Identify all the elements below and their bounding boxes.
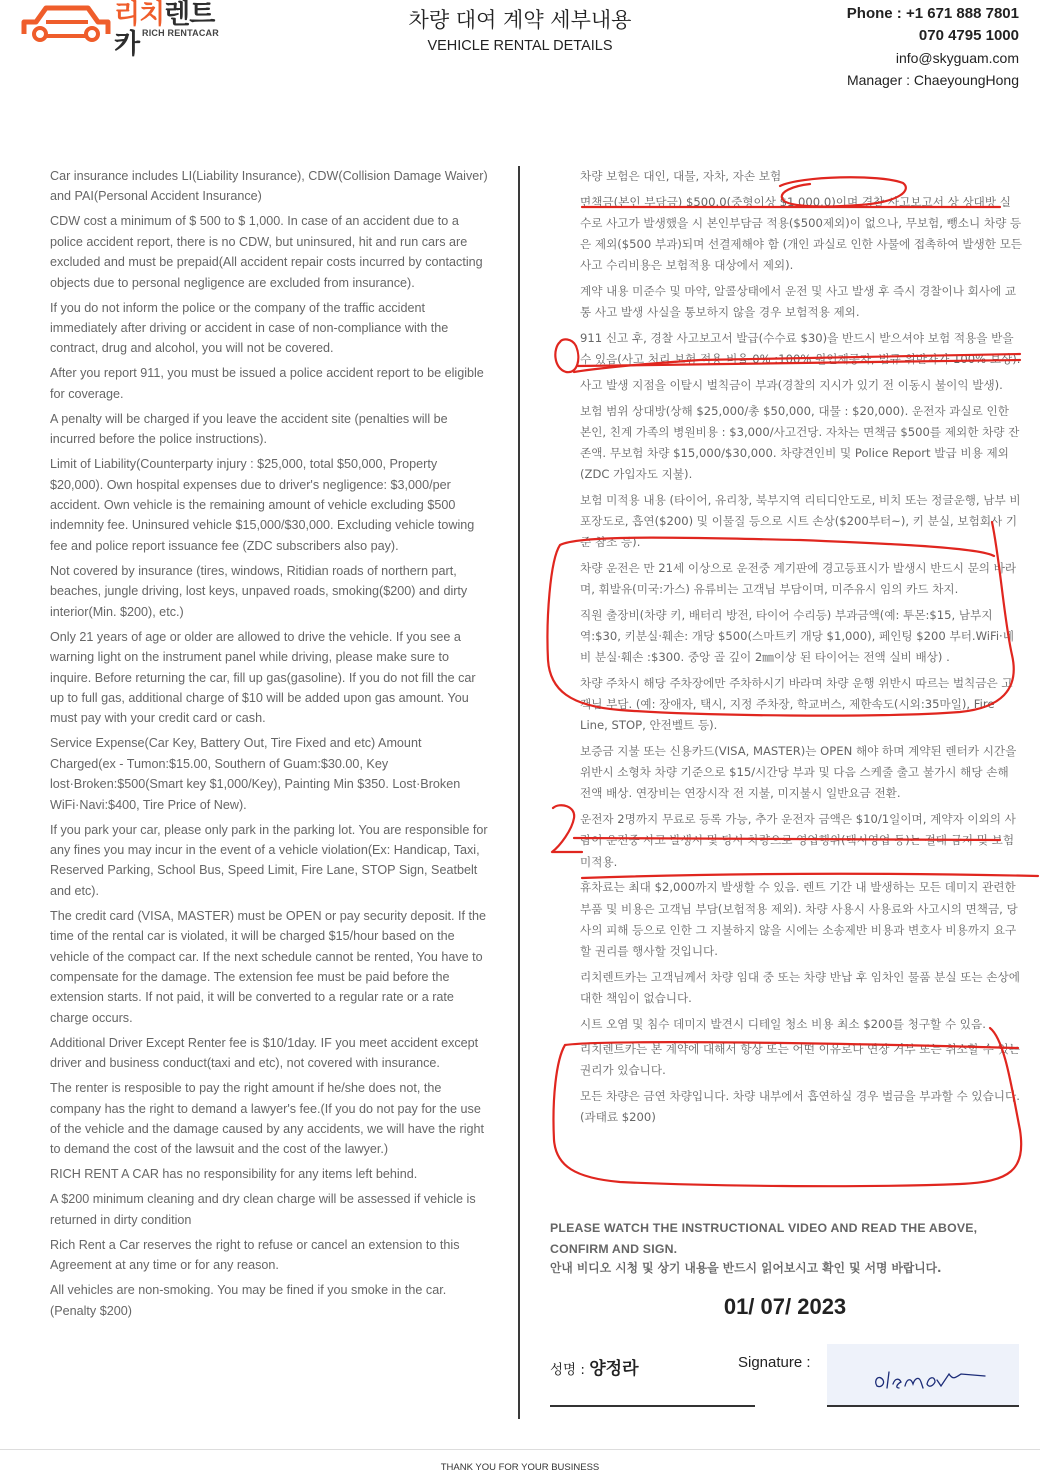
- terms-paragraph-ko: 직원 출장비(차량 키, 배터리 방전, 타이어 수리등) 부과금액(예: 투몬:$15, 남부지역:$30, 키분실·훼손: 개당 $500(스마트키 개당 $1,000), 페인팅 $200 부터.WiFi·네비 분실·훼손 :$300. 중앙 골 깊이 2㎜이상 된 타이어는 전액 실비 배상) .: [580, 607, 1014, 665]
- terms-paragraph-en: The renter is resposible to pay the right amount if he/she does not, the company has the right to demand a lawyer's fee.(If you do not pay for the use of the vehicle and the damage caused by any accidents, we will have the right to demand the cost of the lawsuit and the cost of the lawyer.): [50, 1081, 485, 1157]
- contract-date: 01/ 07/ 2023: [723, 1294, 847, 1319]
- terms-korean: [580, 166, 1022, 1133]
- terms-paragraph-ko: 리치렌트카는 고객님께서 차량 임대 중 또는 차량 반납 후 임차인 물품 분실 또는 손상에 대한 책임이 없습니다.: [580, 969, 1020, 1005]
- terms-paragraph-en: Not covered by insurance (tires, windows, Ritidian roads of northern part, beaches, jungle driving, lost keys, unpaved roads, smoking($200) and dirty interior(Min. $200), etc.): [50, 563, 468, 619]
- terms-paragraph-ko: 911 신고 후, 경찰 사고보고서 발급(수수료 $30)을 반드시 받으셔야 보험 적용을 받을 수 있음(사고 처리 보험 적용 비율 0% :100% 원인제공자, 법규 위반자가 100% 보상).: [580, 330, 1021, 367]
- manager-name: Manager : ChaeyoungHong: [846, 72, 1019, 88]
- terms-paragraph-en: Rich Rent a Car reserves the right to refuse or cancel an extension to this Agreement at any time or for any reason.: [50, 1237, 460, 1273]
- terms-paragraph-en: Service Expense(Car Key, Battery Out, Tire Fixed and etc) Amount Charged(ex - Tumon:$15.00, Southern of Guam:$30.00, Key lost·Broken:$500(Smart key $1,000/Key), Painting Min $350. Lost·Broken WiFi·Navi:$400, Tire Price of New).: [50, 736, 461, 812]
- page-title-ko: 차량 대여 계약 세부내용: [408, 8, 632, 32]
- terms-paragraph-ko: 운전자 2명까지 무료로 등록 가능, 추가 운전자 금액은 $10/1일이며, 계약자 이외의 사람이 운전중 사고 발생시 및 당사 차량으로 영업행위(택시영업 등)는 절대 금지 및 보험 미적용.: [580, 812, 1016, 869]
- signature-image: [827, 1344, 1019, 1407]
- footer-text: THANK YOU FOR YOUR BUSINESS: [440, 1462, 600, 1473]
- signature-label: Signature :: [738, 1354, 811, 1371]
- logo-text-en: RICH RENTACAR: [142, 28, 219, 38]
- signature-field[interactable]: [827, 1344, 1019, 1407]
- terms-paragraph-ko: 차량 운전은 만 21세 이상으로 운전중 계기판에 경고등표시가 발생시 반드시 문의 바라며, 휘발유(미국:가스) 유류비는 고객님 부담이며, 미주유시 임의 카드 차지.: [580, 560, 1017, 597]
- logo-text-a: 리치: [114, 0, 165, 30]
- notice-korean: 안내 비디오 시청 및 상기 내용을 반드시 읽어보시고 확인 및 서명 바랍니다.: [550, 1261, 942, 1275]
- terms-paragraph-en: A penalty will be charged if you leave the accident site (penalties will be incurred before the police instructions).: [50, 411, 448, 447]
- terms-paragraph-ko: 휴차료는 최대 $2,000까지 발생할 수 있음. 렌트 기간 내 발생하는 모든 데미지 관련한 부품 및 비용은 고객님 부담(보험적용 제외). 차량 사용시 사용료와 사고시의 면책금, 당사의 피해 등으로 인한 그 지불하지 않을 시에는 소송제반 비용과 변호사 비용까지 요구할 권리를 행사할 것입니다.: [580, 880, 1018, 958]
- terms-paragraph-en: If you park your car, please only park in the parking lot. You are responsible for any fines you may incur in the event of a vehicle violation(Ex: Handicap, Taxi, Reserved Parking, School Bus, Speed Limit, Fire Lane, STOP Sign, Seatbelt and etc).: [50, 822, 488, 898]
- terms-english: [50, 166, 490, 1326]
- terms-paragraph-en: A $200 minimum cleaning and dry clean charge will be assessed if vehicle is returned in dirty condition: [50, 1192, 476, 1227]
- terms-paragraph-en: RICH RENT A CAR has no responsibility for any items left behind.: [50, 1167, 418, 1182]
- terms-paragraph-en: All vehicles are non-smoking. You may be fined if you smoke in the car. (Penalty $200): [50, 1283, 447, 1318]
- terms-paragraph-ko: 보증금 지불 또는 신용카드(VISA, MASTER)는 OPEN 해야 하며 계약된 렌터카 시간을 위반시 소형차 차량 기준으로 $15/시간당 부과 및 다음 스케줄 출고 불가시 해당 손해 전액 배상. 연장비는 연장시작 전 지불, 미지불시 일반요금 전환.: [580, 744, 1017, 801]
- terms-paragraph-ko: 보험 미적용 내용 (타이어, 유리창, 북부지역 리티디안도로, 비치 또는 정글운행, 남부 비포장도로, 흡연($200) 및 이물질 등으로 시트 손상($200부터~), 키 분실, 보험회사 기준 참조 등).: [580, 492, 1021, 550]
- footer-divider: [0, 1449, 1040, 1450]
- contact-email: info@skyguam.com: [895, 50, 1019, 66]
- terms-paragraph-en: Car insurance includes LI(Liability Insurance), CDW(Collision Damage Waiver) and PAI(Personal Accident Insurance): [50, 169, 488, 204]
- name-value: 양정라: [589, 1359, 639, 1379]
- terms-paragraph-ko: 시트 오염 및 침수 데미지 발견시 디테일 청소 비용 최소 $200를 청구할 수 있음.: [580, 1016, 986, 1031]
- column-divider: [518, 166, 520, 1419]
- name-underline: [550, 1405, 755, 1407]
- signature-underline: [827, 1405, 1019, 1407]
- terms-paragraph-ko: 모든 차량은 금연 차량입니다. 차량 내부에서 흡연하실 경우 벌금을 부과할 수 있습니다. (과태료 $200): [580, 1089, 1020, 1125]
- terms-paragraph-en: Limit of Liability(Counterparty injury : $25,000, total $50,000, Property $20,000). Own hospital expenses due to driver's negligence: $3,000/per accident. Own vehicle is the remaining amount of vehicle excluding $500 indemnity fee. Uninsured vehicle $15,000/$30,000. Excluding vehicle towing fee and police report issuance fee (ZDC subscribers also pay).: [50, 457, 475, 553]
- name-field: [550, 1354, 639, 1379]
- terms-paragraph-en: If you do not inform the police or the company of the traffic accident immediately after driving or accident in case of non-compliance with the contract, drug and alcohol, you will not be covered.: [50, 300, 449, 356]
- terms-paragraph-ko: 면책금(본인 부담금) $500.0(중형이상 $1,000.0)이며 경찰 사고보고서 상 상대방 실수로 사고가 발생했을 시 본인부담금 적용($500제외)이 없으나, 무보험, 뺑소니 차량 등은 제외($500 부과)되며 선결제해야 함 (개인 과실로 인한 사물에 접촉하여 발생한 모든 사고 수리비용은 보험적용 대상에서 제외).: [580, 194, 1023, 273]
- phone-secondary: 070 4795 1000: [918, 27, 1019, 44]
- notice-english: PLEASE WATCH THE INSTRUCTIONAL VIDEO AND READ THE ABOVE, CONFIRM AND SIGN.: [550, 1221, 978, 1256]
- terms-paragraph-ko: 차량 주차시 해당 주차장에만 주차하시기 바라며 차량 운행 위반시 따르는 벌칙금은 고객님 부담. (예: 장애자, 택시, 지정 주차장, 학교버스, 제한속도(시외:35마일), Fire Line, STOP, 안전벨트 등).: [580, 675, 1013, 733]
- terms-paragraph-en: CDW cost a minimum of $ 500 to $ 1,000. In case of an accident due to a police accident report, there is no CDW, but uninsured, hit and run cars are excluded and must be prepaid(All accident repair costs incurred by contacting objects due to personal negligence are excluded from insurance).: [50, 214, 483, 290]
- terms-paragraph-en: Only 21 years of age or older are allowed to drive the vehicle. If you see a warning light on the instrument panel while driving, please make sure to inquire. Before returning the car, fill up gas(gasoline). If you do not fill the car up to full gas, additional charge of $10 will be added upon gas amount. You must pay with your credit card or cash.: [50, 629, 476, 726]
- logo-text-b: 렌트카: [114, 0, 215, 60]
- terms-paragraph-en: Additional Driver Except Renter fee is $10/1day. IF you meet accident except driver and business conduct(taxi and etc), not covered with insurance.: [50, 1035, 479, 1071]
- terms-paragraph-ko: 보험 범위 상대방(상해 $25,000/총 $50,000, 대물 : $20,000). 운전자 과실로 인한 본인, 친계 가족의 병원비용 : $3,000/사고건당. 자차는 면책금 $500를 제외한 차량 잔존액. 무보험 차량 $15,000/$30,000. 차량견인비 및 Police Report 발급 비용 제외 (ZDC 가입자도 지불).: [580, 403, 1020, 482]
- terms-paragraph-en: The credit card (VISA, MASTER) must be OPEN or pay security deposit. If the time of the rental car is violated, it will be charged $15/hour based on the vehicle of the compact car. If the next schedule cannot be rented, You have to compensate for the damage. The extension fee must be paid before the extension starts. If not paid, it will be converted to a regular rate or a rate charge occurs.: [50, 908, 487, 1025]
- phone-primary: Phone : +1 671 888 7801: [846, 5, 1019, 22]
- terms-paragraph-ko: 사고 발생 지점을 이탈시 벌칙금이 부과(경찰의 지시가 있기 전 이동시 불이익 발생).: [580, 377, 1003, 392]
- page-title-en: VEHICLE RENTAL DETAILS: [427, 38, 613, 54]
- terms-paragraph-ko: 차량 보험은 대인, 대물, 자차, 자손 보험: [580, 169, 782, 183]
- terms-paragraph-en: After you report 911, you must be issued a police accident report to be eligible for coverage.: [50, 366, 484, 401]
- name-label: 성명 :: [550, 1362, 590, 1378]
- terms-paragraph-ko: 계약 내용 미준수 및 마약, 알콜상태에서 운전 및 사고 발생 후 즉시 경찰이나 회사에 교통 사고 발생 사실을 통보하지 않을 경우 보험적용 제외.: [580, 284, 1017, 320]
- terms-paragraph-ko: 리치렌트카는 본 계약에 대해서 항상 또는 어떤 이유로나 연장 거부 또는 취소할 수 있는 권리가 있습니다.: [580, 1042, 1020, 1078]
